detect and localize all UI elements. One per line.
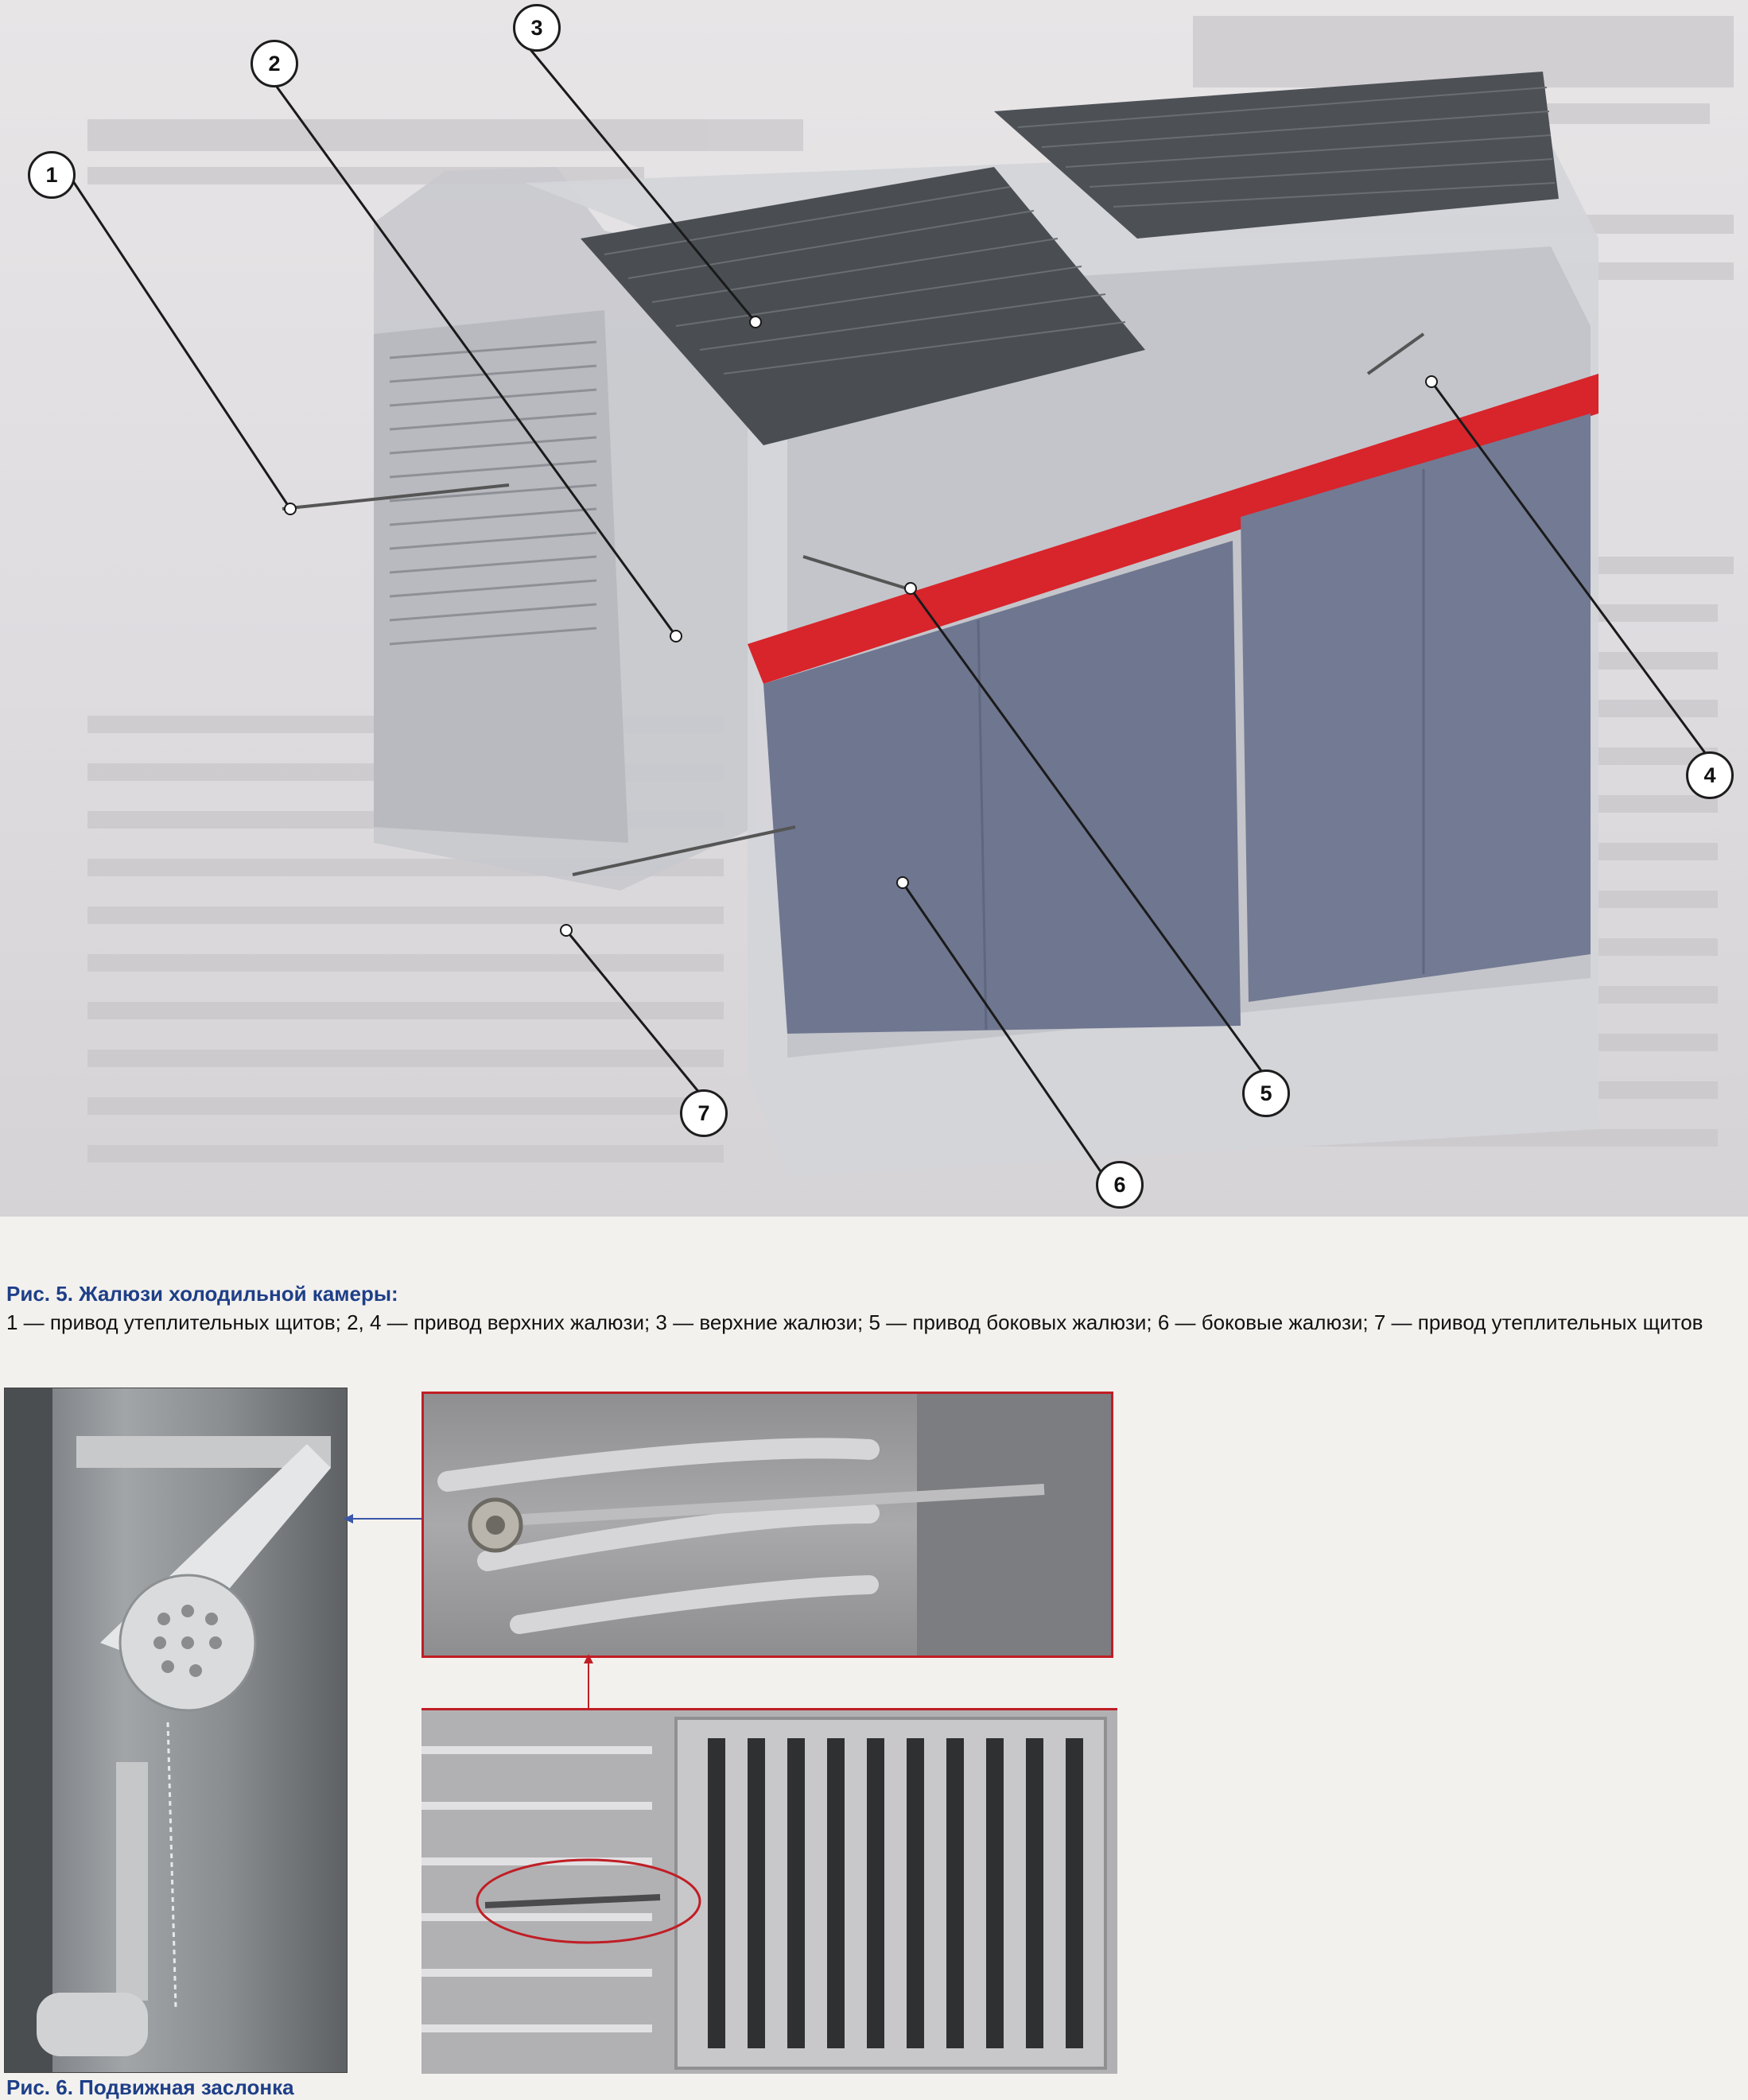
callout-1: 1	[28, 151, 76, 199]
callout-2: 2	[251, 40, 298, 87]
callout-5: 5	[1242, 1069, 1290, 1117]
callout-6: 6	[1096, 1161, 1144, 1209]
figure-5-caption-title: Рис. 5. Жалюзи холодильной камеры:	[6, 1282, 398, 1306]
figure-5-caption-body: 1 — привод утеплительных щитов; 2, 4 — привод верхних жалюзи; 3 — верхние жалюзи; 5 — привод боковых жалюзи; 6 — боковые жалюзи; 7 — привод утеплительных щитов	[6, 1310, 1703, 1334]
figure-6-caption: Рис. 6. Подвижная заслонка	[6, 2075, 294, 2099]
callout-3: 3	[513, 4, 561, 52]
callout-7: 7	[680, 1089, 728, 1137]
callout-4: 4	[1686, 751, 1734, 799]
detail-photo-drawing	[424, 1394, 1113, 1658]
grille-photo-drawing	[421, 1710, 1117, 2074]
figure-6-photo-grille	[421, 1708, 1117, 2074]
callout-arrow	[342, 1511, 429, 1527]
figure-6-photo-detail	[421, 1392, 1113, 1658]
damper-photo-drawing	[5, 1388, 347, 2072]
figure-6-photo-damper	[4, 1388, 348, 2073]
